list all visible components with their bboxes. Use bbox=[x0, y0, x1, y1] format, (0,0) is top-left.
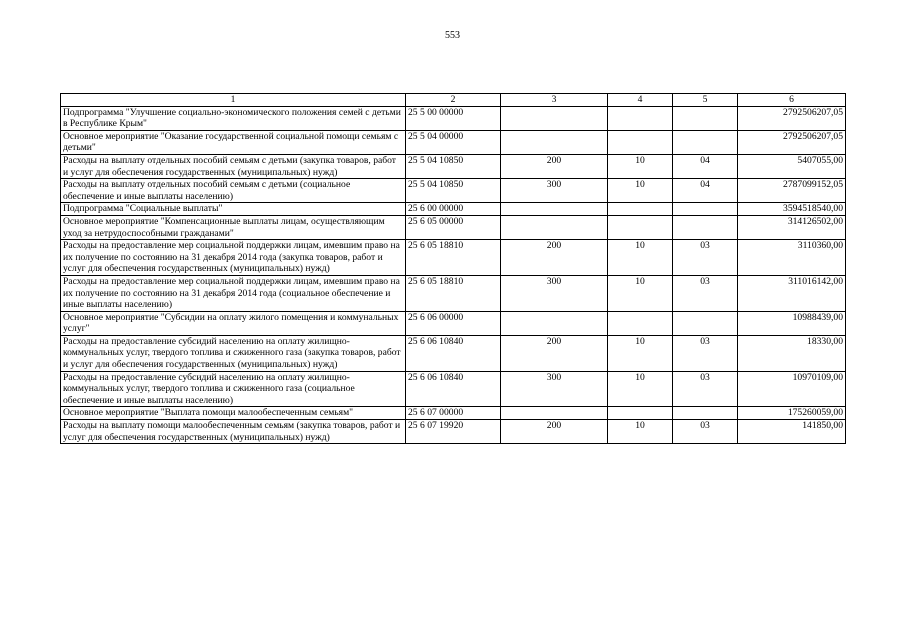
amount-cell: 18330,00 bbox=[738, 335, 846, 371]
table-row bbox=[61, 240, 846, 276]
expense-name-cell: Основное мероприятие "Выплата помощи малообеспеченным семьям" bbox=[61, 407, 406, 420]
amount-cell: 2792506207,05 bbox=[738, 106, 846, 130]
subsection-cell: 03 bbox=[673, 275, 738, 311]
expense-type-cell: 200 bbox=[501, 335, 608, 371]
expense-type-cell bbox=[501, 106, 608, 130]
section-cell bbox=[608, 311, 673, 335]
amount-cell: 5407055,00 bbox=[738, 154, 846, 178]
subsection-cell bbox=[673, 407, 738, 420]
budget-table bbox=[60, 93, 846, 444]
header-cell-2: 2 bbox=[406, 94, 501, 107]
expense-type-cell: 300 bbox=[501, 371, 608, 407]
subsection-cell bbox=[673, 203, 738, 216]
subsection-cell bbox=[673, 215, 738, 239]
target-code-cell: 25 6 06 10840 bbox=[406, 371, 501, 407]
expense-name-cell: Расходы на предоставление субсидий населению на оплату жилищно-коммунальных услуг, твердого топлива и сжиженного газа (закупка товаров, работ и услуг для обеспечения государственных (муниципальных) нужд) bbox=[61, 335, 406, 371]
expense-name-cell: Расходы на выплату отдельных пособий семьям с детьми (закупка товаров, работ и услуг для обеспечения государственных (муниципальных) нужд) bbox=[61, 154, 406, 178]
header-cell-6: 6 bbox=[738, 94, 846, 107]
target-code-cell: 25 5 04 10850 bbox=[406, 179, 501, 203]
section-cell: 10 bbox=[608, 179, 673, 203]
table-row bbox=[61, 215, 846, 239]
expense-name-cell: Основное мероприятие "Субсидии на оплату жилого помещения и коммунальных услуг" bbox=[61, 311, 406, 335]
subsection-cell: 04 bbox=[673, 154, 738, 178]
target-code-cell: 25 6 05 00000 bbox=[406, 215, 501, 239]
table-row bbox=[61, 311, 846, 335]
header-cell-4: 4 bbox=[608, 94, 673, 107]
expense-name-cell: Расходы на выплату помощи малообеспеченным семьям (закупка товаров, работ и услуг для обеспечения государственных (муниципальных) нужд) bbox=[61, 420, 406, 444]
target-code-cell: 25 6 06 10840 bbox=[406, 335, 501, 371]
amount-cell: 311016142,00 bbox=[738, 275, 846, 311]
table-row bbox=[61, 420, 846, 444]
subsection-cell: 03 bbox=[673, 371, 738, 407]
section-cell: 10 bbox=[608, 335, 673, 371]
target-code-cell: 25 6 00 00000 bbox=[406, 203, 501, 216]
expense-type-cell bbox=[501, 130, 608, 154]
amount-cell: 175260059,00 bbox=[738, 407, 846, 420]
amount-cell: 10970109,00 bbox=[738, 371, 846, 407]
subsection-cell: 03 bbox=[673, 420, 738, 444]
section-cell: 10 bbox=[608, 154, 673, 178]
section-cell: 10 bbox=[608, 420, 673, 444]
subsection-cell: 03 bbox=[673, 240, 738, 276]
section-cell bbox=[608, 203, 673, 216]
table-header-row bbox=[61, 94, 846, 107]
section-cell bbox=[608, 130, 673, 154]
amount-cell: 141850,00 bbox=[738, 420, 846, 444]
expense-name-cell: Расходы на предоставление мер социальной поддержки лицам, имевшим право на их получение по состоянию на 31 декабря 2014 года (социальное обеспечение и иные выплаты населению) bbox=[61, 275, 406, 311]
section-cell: 10 bbox=[608, 371, 673, 407]
table-row bbox=[61, 335, 846, 371]
expense-name-cell: Расходы на предоставление мер социальной поддержки лицам, имевшим право на их получение по состоянию на 31 декабря 2014 года (закупка товаров, работ и услуг для обеспечения государственных (муниципальных) нужд) bbox=[61, 240, 406, 276]
target-code-cell: 25 6 05 18810 bbox=[406, 240, 501, 276]
expense-type-cell: 300 bbox=[501, 275, 608, 311]
expense-type-cell bbox=[501, 215, 608, 239]
expense-type-cell: 300 bbox=[501, 179, 608, 203]
header-cell-3: 3 bbox=[501, 94, 608, 107]
section-cell: 10 bbox=[608, 240, 673, 276]
table-row bbox=[61, 407, 846, 420]
expense-name-cell: Расходы на предоставление субсидий населению на оплату жилищно-коммунальных услуг, твердого топлива и сжиженного газа (социальное обеспечение и иные выплаты населению) bbox=[61, 371, 406, 407]
page-number: 553 bbox=[445, 30, 460, 41]
amount-cell: 2787099152,05 bbox=[738, 179, 846, 203]
target-code-cell: 25 5 04 00000 bbox=[406, 130, 501, 154]
table-row bbox=[61, 371, 846, 407]
amount-cell: 3110360,00 bbox=[738, 240, 846, 276]
amount-cell: 2792506207,05 bbox=[738, 130, 846, 154]
amount-cell: 10988439,00 bbox=[738, 311, 846, 335]
expense-name-cell: Расходы на выплату отдельных пособий семьям с детьми (социальное обеспечение и иные выплаты населению) bbox=[61, 179, 406, 203]
table-row bbox=[61, 179, 846, 203]
amount-cell: 3594518540,00 bbox=[738, 203, 846, 216]
table-row bbox=[61, 275, 846, 311]
subsection-cell bbox=[673, 130, 738, 154]
subsection-cell bbox=[673, 106, 738, 130]
target-code-cell: 25 6 06 00000 bbox=[406, 311, 501, 335]
section-cell bbox=[608, 215, 673, 239]
section-cell bbox=[608, 407, 673, 420]
section-cell bbox=[608, 106, 673, 130]
target-code-cell: 25 5 04 10850 bbox=[406, 154, 501, 178]
header-cell-5: 5 bbox=[673, 94, 738, 107]
table-row bbox=[61, 130, 846, 154]
table-row bbox=[61, 106, 846, 130]
section-cell: 10 bbox=[608, 275, 673, 311]
amount-cell: 314126502,00 bbox=[738, 215, 846, 239]
expense-type-cell: 200 bbox=[501, 154, 608, 178]
subsection-cell: 04 bbox=[673, 179, 738, 203]
expense-type-cell bbox=[501, 311, 608, 335]
expense-name-cell: Основное мероприятие "Компенсационные выплаты лицам, осуществляющим уход за нетрудоспособными гражданами" bbox=[61, 215, 406, 239]
subsection-cell bbox=[673, 311, 738, 335]
expense-name-cell: Подпрограмма "Социальные выплаты" bbox=[61, 203, 406, 216]
table-row bbox=[61, 154, 846, 178]
expense-type-cell: 200 bbox=[501, 240, 608, 276]
target-code-cell: 25 6 07 00000 bbox=[406, 407, 501, 420]
expense-type-cell bbox=[501, 203, 608, 216]
target-code-cell: 25 6 05 18810 bbox=[406, 275, 501, 311]
expense-type-cell bbox=[501, 407, 608, 420]
subsection-cell: 03 bbox=[673, 335, 738, 371]
table-row bbox=[61, 203, 846, 216]
target-code-cell: 25 5 00 00000 bbox=[406, 106, 501, 130]
expense-name-cell: Подпрограмма "Улучшение социально-экономического положения семей с детьми в Республике Крым" bbox=[61, 106, 406, 130]
target-code-cell: 25 6 07 19920 bbox=[406, 420, 501, 444]
header-cell-1: 1 bbox=[61, 94, 406, 107]
expense-type-cell: 200 bbox=[501, 420, 608, 444]
expense-name-cell: Основное мероприятие "Оказание государственной социальной помощи семьям с детьми" bbox=[61, 130, 406, 154]
